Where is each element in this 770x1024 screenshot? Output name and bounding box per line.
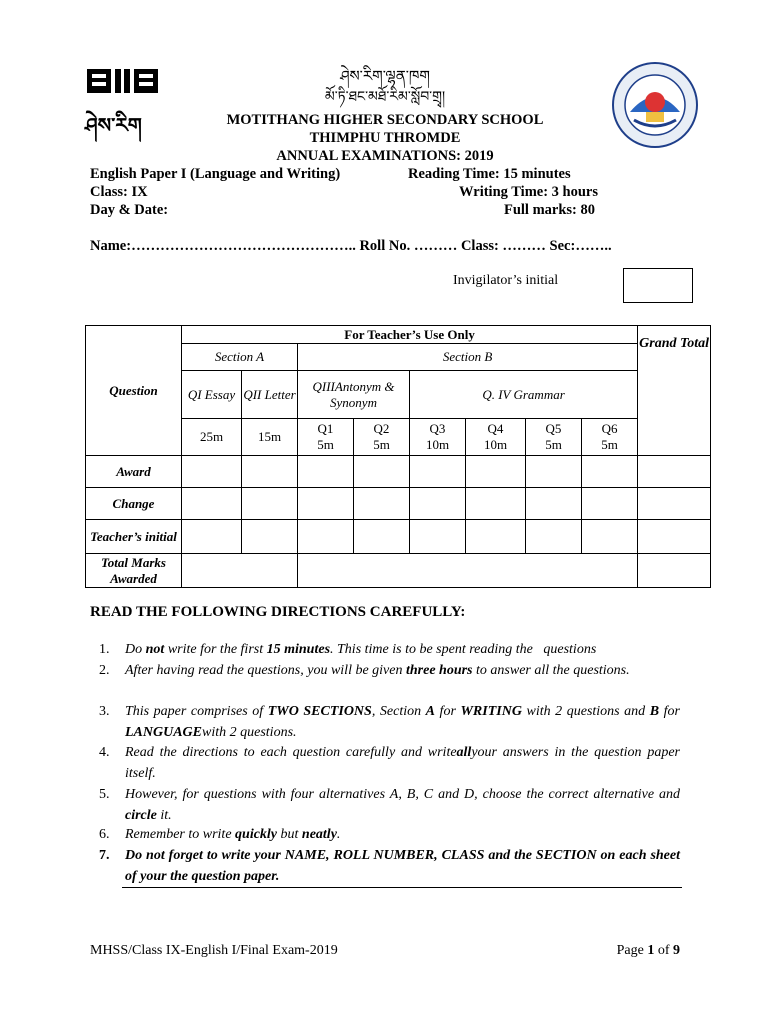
mark-cell[interactable] xyxy=(526,520,582,554)
mark-cell[interactable] xyxy=(242,456,298,488)
mark-cell[interactable] xyxy=(638,488,711,520)
sub-question-cell: Q1 5m xyxy=(298,419,354,456)
direction-number: 4. xyxy=(99,745,110,760)
day-date-label: Day & Date: xyxy=(90,202,169,218)
exam-title: ANNUAL EXAMINATIONS: 2019 xyxy=(276,148,494,164)
total-cell-section-a[interactable] xyxy=(182,554,298,588)
direction-number: 6. xyxy=(99,827,110,842)
sub-question-cell: Q6 5m xyxy=(582,419,638,456)
directions-rule xyxy=(122,887,682,888)
mark-cell[interactable] xyxy=(582,488,638,520)
direction-item-2: 2. After having read the questions, you will be given three hours to answer all the questions. xyxy=(125,661,680,682)
mark-cell[interactable] xyxy=(466,488,526,520)
q1-essay-header: QI Essay xyxy=(182,371,242,419)
section-a-header: Section A xyxy=(182,344,298,371)
direction-number: 3. xyxy=(99,704,110,719)
mark-cell[interactable] xyxy=(582,520,638,554)
mark-cell[interactable] xyxy=(182,520,242,554)
mark-cell[interactable] xyxy=(638,456,711,488)
question-header: Question xyxy=(86,326,182,456)
direction-text: Do not forget to write your NAME, ROLL NUMBER, CLASS and the SECTION on each sheet of your the question paper. xyxy=(125,848,680,884)
sub-question-cell: Q2 5m xyxy=(354,419,410,456)
mark-cell[interactable] xyxy=(410,488,466,520)
mark-cell[interactable] xyxy=(354,520,410,554)
mark-cell[interactable] xyxy=(298,520,354,554)
mark-cell[interactable] xyxy=(298,456,354,488)
grand-total-label: Grand Total xyxy=(639,336,710,351)
mark-cell[interactable] xyxy=(298,488,354,520)
student-details-line: Name:……………………………………….. Roll No. ……… Class: ……… Sec:…….. xyxy=(90,238,612,254)
full-marks: Full marks: 80 xyxy=(503,202,595,218)
class-label: Class: IX xyxy=(90,184,148,200)
total-cell-grand[interactable] xyxy=(638,554,711,588)
mark-cell[interactable] xyxy=(526,456,582,488)
writing-time: Writing Time: 3 hours xyxy=(459,184,598,200)
tibetan-heading-2: མོ་ཏི་ཐང་མཐོ་རིམ་སློབ་གྲྭ། xyxy=(324,89,446,105)
direction-item-6: 6. Remember to write quickly but neatly. xyxy=(125,825,680,846)
mark-cell[interactable] xyxy=(242,488,298,520)
total-marks-row-label: Total Marks Awarded xyxy=(86,554,182,588)
total-cell-section-b[interactable] xyxy=(298,554,638,588)
teacher-initial-row-label: Teacher’s initial xyxy=(86,520,182,554)
mark-cell[interactable] xyxy=(182,488,242,520)
mark-cell[interactable] xyxy=(582,456,638,488)
reading-time: Reading Time: 15 minutes xyxy=(408,166,571,182)
page-number: Page 1 of 9 xyxy=(616,943,680,958)
school-location: THIMPHU THROMDE xyxy=(309,130,461,146)
invigilator-initial-box[interactable] xyxy=(623,268,693,303)
q1-marks: 25m xyxy=(182,419,242,456)
footer-reference: MHSS/Class IX-English I/Final Exam-2019 xyxy=(90,943,338,958)
school-name: MOTITHANG HIGHER SECONDARY SCHOOL xyxy=(226,112,544,128)
tibetan-heading-1: ཤེས་རིག་ལྷན་ཁག xyxy=(340,67,430,85)
teacher-use-caption: For Teacher’s Use Only xyxy=(182,326,638,344)
direction-item-4: 4. Read the directions to each question carefully and writeallyour answers in the question paper itself. xyxy=(99,745,680,781)
directions-heading: READ THE FOLLOWING DIRECTIONS CAREFULLY: xyxy=(90,604,466,620)
grand-total-header xyxy=(638,326,711,456)
direction-item-3: 3. This paper comprises of TWO SECTIONS, Section A for WRITING with 2 questions and B for LANGUAGEwith 2 questions. xyxy=(99,704,680,740)
mark-cell[interactable] xyxy=(526,488,582,520)
sub-question-cell: Q5 5m xyxy=(526,419,582,456)
direction-item-5: 5. However, for questions with four alternatives A, B, C and D, choose the correct alternative and circle it. xyxy=(99,787,680,823)
direction-number: 1. xyxy=(99,642,110,657)
mark-cell[interactable] xyxy=(638,520,711,554)
direction-number: 7. xyxy=(99,848,110,863)
sub-question-cell: Q4 10m xyxy=(466,419,526,456)
mark-cell[interactable] xyxy=(466,520,526,554)
paper-title: English Paper I (Language and Writing) xyxy=(90,166,341,182)
direction-item-1: 1. Do not write for the first 15 minutes. This time is to be spent reading the questions xyxy=(125,640,680,661)
invigilator-label: Invigilator’s initial xyxy=(453,273,559,288)
section-b-header: Section B xyxy=(298,344,638,371)
mark-cell[interactable] xyxy=(410,456,466,488)
mark-cell[interactable] xyxy=(354,488,410,520)
award-row-label: Award xyxy=(86,456,182,488)
change-row-label: Change xyxy=(86,488,182,520)
teacher-marks-table xyxy=(85,325,711,588)
mark-cell[interactable] xyxy=(242,520,298,554)
mark-cell[interactable] xyxy=(182,456,242,488)
logo-text: ཤེས་རིག xyxy=(85,113,142,137)
sub-question-cell: Q3 10m xyxy=(410,419,466,456)
q2-letter-header: QII Letter xyxy=(242,371,298,419)
mark-cell[interactable] xyxy=(410,520,466,554)
direction-item-7 xyxy=(99,846,680,887)
q3-antonym-header: QIIIAntonym & Synonym xyxy=(298,371,410,419)
mark-cell[interactable] xyxy=(466,456,526,488)
q4-grammar-header: Q. IV Grammar xyxy=(410,371,638,419)
direction-number: 2. xyxy=(99,663,110,678)
direction-number: 5. xyxy=(99,787,110,802)
mark-cell[interactable] xyxy=(354,456,410,488)
q2-marks: 15m xyxy=(242,419,298,456)
